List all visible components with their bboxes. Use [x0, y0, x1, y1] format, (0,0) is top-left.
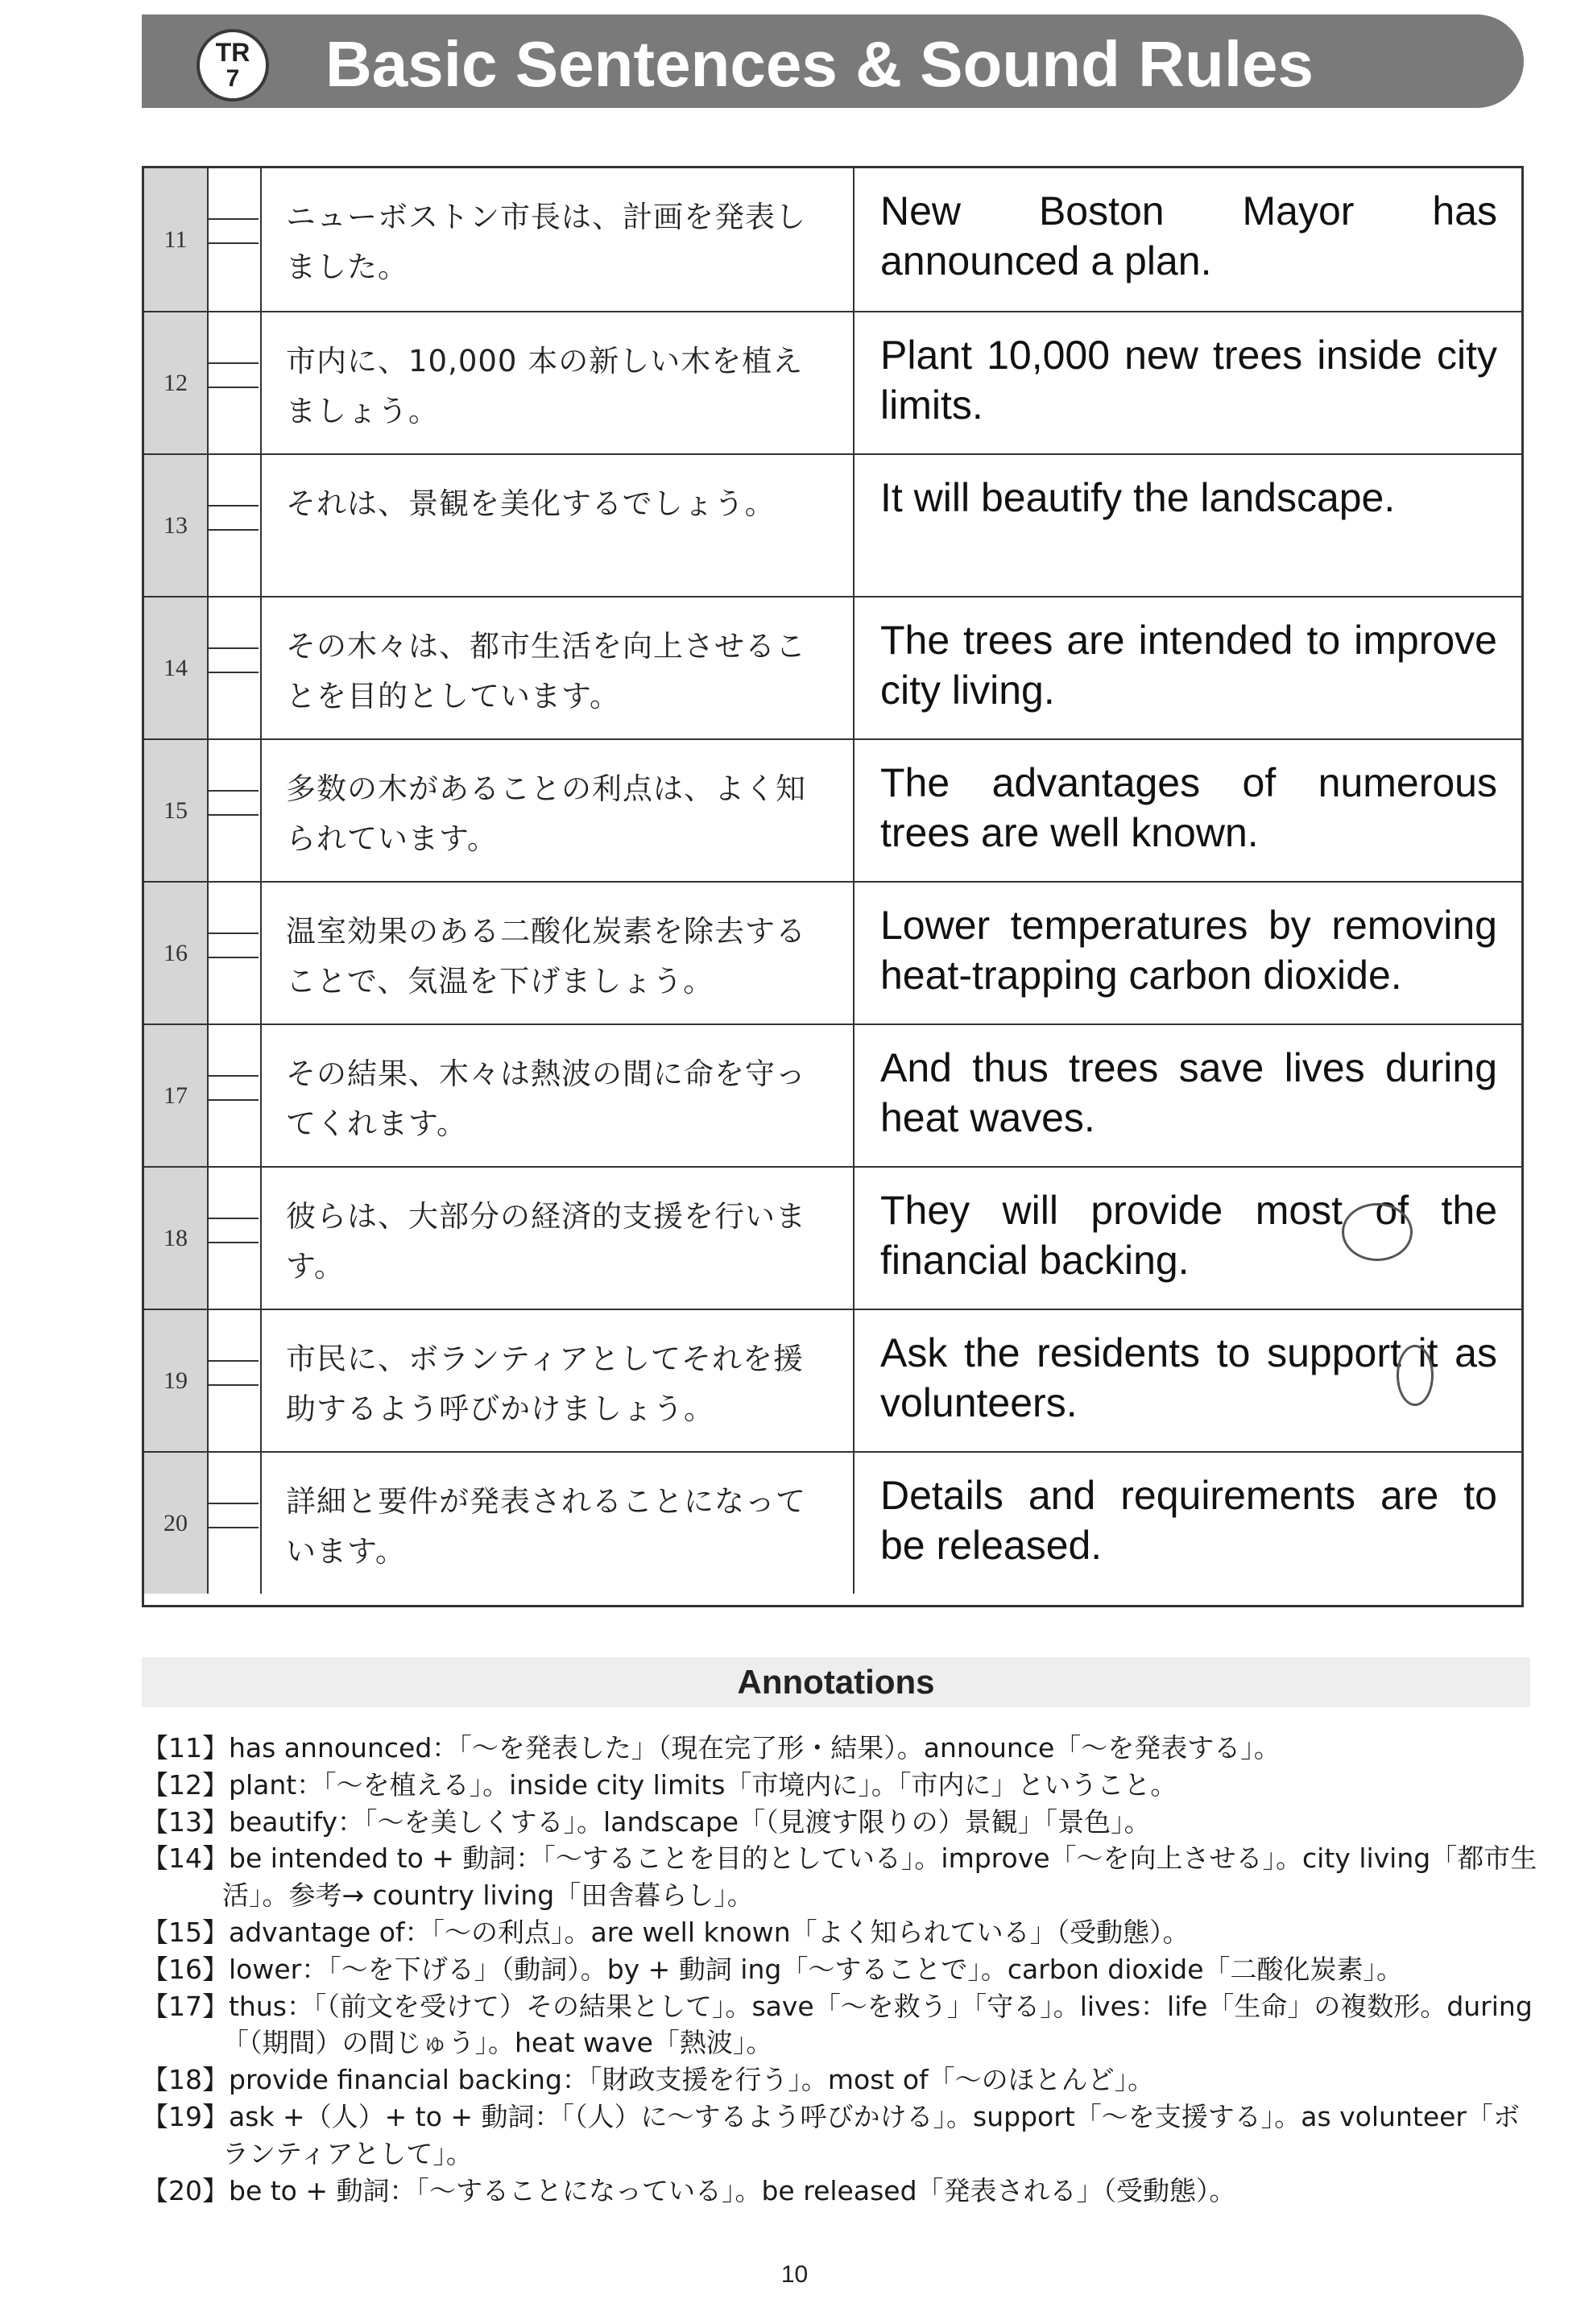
- check-boxes: [209, 1453, 262, 1594]
- annotations-heading: Annotations: [142, 1657, 1530, 1707]
- table-row: [144, 738, 1521, 881]
- check-boxes: [209, 598, 262, 738]
- row-number: 15: [144, 740, 209, 881]
- annotations-list: [142, 1730, 1543, 2209]
- english-sentence: And thus trees save lives during heat waves.: [880, 1045, 1497, 1140]
- row-number: 16: [144, 883, 209, 1023]
- annotation-item: 【18】provide financial backing：「財政支援を行う」。most of「～のほとんど」。: [142, 2064, 1155, 2096]
- english-sentence: The advantages of numerous trees are well known.: [880, 760, 1497, 855]
- table-row: [144, 1309, 1521, 1451]
- japanese-sentence: 市内に、10,000 本の新しい木を植えましょう。: [262, 312, 855, 453]
- annotation-item: 【16】lower：「～を下げる」（動詞）。by + 動詞 ing「～することで」。carbon dioxide「二酸化炭素」。: [142, 1953, 1404, 1985]
- table-row: [144, 168, 1521, 311]
- japanese-sentence: それは、景観を美化するでしょう。: [262, 455, 855, 596]
- page-number: 10: [780, 2261, 809, 2288]
- annotation-item: 【12】plant：「～を植える」。inside city limits「市境内に」。「市内に」ということ。: [142, 1768, 1177, 1801]
- english-sentence: Ask the residents to support it as volunteers.: [880, 1330, 1497, 1425]
- check-boxes: [209, 312, 262, 453]
- japanese-sentence: 市民に、ボランティアとしてそれを援助するよう呼びかけましょう。: [262, 1310, 855, 1451]
- row-number: 14: [144, 598, 209, 738]
- japanese-sentence: その結果、木々は熱波の間に命を守ってくれます。: [262, 1025, 855, 1166]
- japanese-sentence: ニューボストン市長は、計画を発表しました。: [262, 168, 855, 311]
- japanese-sentence: その木々は、都市生活を向上させることを目的としています。: [262, 598, 855, 738]
- japanese-sentence: 詳細と要件が発表されることになっています。: [262, 1453, 855, 1594]
- table-row: [144, 311, 1521, 453]
- linking-circle-mark: [1397, 1345, 1434, 1406]
- check-boxes: [209, 740, 262, 881]
- check-boxes: [209, 1310, 262, 1451]
- english-sentence: It will beautify the landscape.: [880, 475, 1396, 520]
- english-sentence: They will provide most of the financial backing.: [880, 1188, 1497, 1283]
- table-row: [144, 1451, 1521, 1594]
- row-number: 20: [144, 1453, 209, 1594]
- table-row: [144, 453, 1521, 596]
- table-row: [144, 1166, 1521, 1309]
- english-sentence: Plant 10,000 new trees inside city limits.: [880, 333, 1497, 428]
- row-number: 12: [144, 312, 209, 453]
- linking-circle-mark: [1342, 1203, 1413, 1261]
- table-row: [144, 1023, 1521, 1166]
- japanese-sentence: 多数の木があることの利点は、よく知られています。: [262, 740, 855, 881]
- english-sentence: New Boston Mayor has announced a plan.: [880, 188, 1497, 283]
- track-badge-number: 7: [226, 65, 240, 92]
- japanese-sentence: 彼らは、大部分の経済的支援を行います。: [262, 1168, 855, 1309]
- check-boxes: [209, 1025, 262, 1166]
- table-row: [144, 881, 1521, 1023]
- row-number: 18: [144, 1168, 209, 1309]
- table-row: [144, 596, 1521, 738]
- row-number: 11: [144, 168, 209, 311]
- english-sentence: Lower temperatures by removing heat-trapping carbon dioxide.: [880, 903, 1497, 998]
- track-badge-label: TR: [215, 38, 250, 67]
- annotation-item: 【13】beautify：「～を美しくする」。landscape「（見渡す限りの）景観」「景色」。: [142, 1805, 1151, 1838]
- annotation-item: 【17】thus：「（前文を受けて）その結果として」。save「～を救う」「守る」。lives：life「生命」の複数形。during「（期間）の間じゅう」。heat wave「熱波」。: [142, 1990, 1533, 2059]
- annotation-item: 【14】be intended to + 動詞：「～することを目的としている」。improve「～を向上させる」。city living「都市生活」。参考→ country living「田舎暮らし」。: [142, 1842, 1537, 1912]
- check-boxes: [209, 168, 262, 311]
- row-number: 17: [144, 1025, 209, 1166]
- sentence-table: [142, 166, 1524, 1607]
- page-title: Basic Sentences & Sound Rules: [325, 28, 1314, 100]
- check-boxes: [209, 1168, 262, 1309]
- annotation-item: 【15】advantage of：「～の利点」。are well known「よく知られている」（受動態）。: [142, 1916, 1190, 1948]
- english-sentence: The trees are intended to improve city living.: [880, 618, 1497, 713]
- row-number: 19: [144, 1310, 209, 1451]
- annotation-item: 【19】ask +（人）+ to + 動詞：「（人）に～するよう呼びかける」。support「～を支援する」。as volunteer「ボランティアとして」。: [142, 2100, 1520, 2169]
- japanese-sentence: 温室効果のある二酸化炭素を除去することで、気温を下げましょう。: [262, 883, 855, 1023]
- annotation-item: 【20】be to + 動詞：「～することになっている」。be released「発表される」（受動態）。: [142, 2174, 1236, 2206]
- check-boxes: [209, 883, 262, 1023]
- row-number: 13: [144, 455, 209, 596]
- track-badge: [197, 29, 269, 101]
- annotation-item: 【11】has announced：「～を発表した」（現在完了形・結果）。announce「～を発表する」。: [142, 1732, 1281, 1764]
- english-sentence: Details and requirements are to be released.: [880, 1473, 1497, 1568]
- check-boxes: [209, 455, 262, 596]
